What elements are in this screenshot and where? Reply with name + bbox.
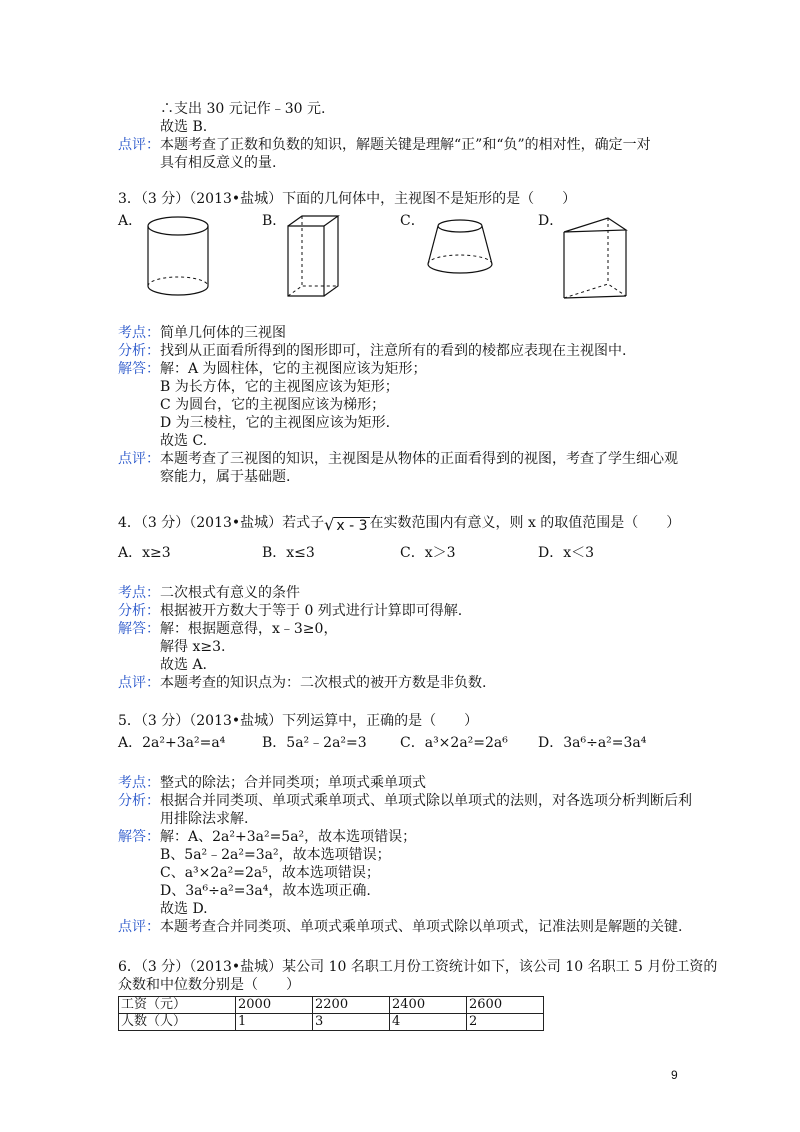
option-label: A． (118, 735, 143, 751)
q5-jieda-line: B、5a²﹣2a²=3a²，故本选项错误； (160, 847, 391, 863)
q4-stem (118, 514, 680, 535)
jieda-tag: 解答： (118, 621, 160, 637)
option-label: D． (538, 735, 564, 751)
table-row (119, 1014, 544, 1031)
fenxi-text: 根据被开方数大于等于 0 列式进行计算即可得解. (160, 603, 463, 619)
option-label: B． (262, 735, 287, 751)
jieda-tag: 解答： (118, 829, 160, 845)
q5-kaodian (118, 774, 426, 792)
kaodian-text: 二次根式有意义的条件 (160, 585, 300, 601)
table-cell: 人数（人） (119, 1014, 236, 1031)
table-cell: 2 (467, 1014, 544, 1031)
q5-option-a (118, 734, 225, 752)
q3-dianping-2: 察能力，属于基础题. (160, 469, 291, 485)
table-cell: 2600 (467, 997, 544, 1014)
dianping-tag: 点评： (118, 919, 160, 935)
comment-text: 本题考查了正数和负数的知识，解题关键是理解“正”和“负”的相对性，确定一对 (160, 137, 651, 153)
q6-stem-2: 众数和中位数分别是（ ） (118, 977, 300, 993)
q4-kaodian (118, 584, 300, 602)
q3-option-d: D． (538, 213, 564, 229)
radical-sign-icon: √ (324, 515, 335, 534)
q3-jieda-line: D 为三棱柱，它的主视图应该为矩形. (160, 415, 391, 431)
q4-option-a: A．x≥3 (118, 545, 171, 561)
q3-fenxi (118, 342, 626, 360)
table-cell: 2000 (236, 997, 313, 1014)
table-cell: 2400 (390, 997, 467, 1014)
fenxi-tag: 分析： (118, 603, 160, 619)
frustum-figure (424, 212, 496, 284)
jieda-line: 解：A 为圆柱体，它的主视图应该为矩形； (160, 361, 427, 377)
kaodian-text: 简单几何体的三视图 (160, 325, 286, 341)
q4-stem-pre: 4．（3 分）（2013•盐城）若式子 (118, 515, 325, 531)
q5-option-c (400, 734, 508, 752)
wage-table (118, 996, 544, 1031)
q4-dianping (118, 674, 486, 692)
q5-dianping (118, 918, 682, 936)
prev-line-1: ∴支出 30 元记作﹣30 元. (160, 101, 326, 117)
q5-jieda-line: D、3a⁶÷a²=3a⁴，故本选项正确. (160, 883, 371, 899)
prev-comment-2: 具有相反意义的量. (160, 155, 277, 171)
q4-fenxi (118, 602, 462, 620)
dianping-text: 本题考查了三视图的知识，主视图是从物体的正面看得到的视图，考查了学生细心观 (160, 451, 678, 467)
q5-jieda-line: 故选 D. (160, 901, 208, 917)
option-label: C． (400, 735, 425, 751)
q4-option-b: B．x≤3 (262, 545, 315, 561)
jieda-line: 解：根据题意得，x﹣3≥0， (160, 621, 338, 637)
q4-jieda-line: 解得 x≥3. (160, 639, 226, 655)
option-expr: a³×2a²=2a⁶ (424, 735, 508, 751)
table-cell: 工资（元） (119, 997, 236, 1014)
kaodian-tag: 考点： (118, 775, 160, 791)
q5-fenxi-2: 用排除法求解. (160, 811, 249, 827)
table-cell: 4 (390, 1014, 467, 1031)
q4-stem-post: 在实数范围内有意义，则 x 的取值范围是（ ） (369, 515, 681, 531)
q3-option-b: B． (262, 213, 287, 229)
q6-stem: 6．（3 分）（2013•盐城）某公司 10 名职工月份工资统计如下，该公司 10 名职工 5 月份工资的 (118, 959, 718, 975)
q3-dianping (118, 450, 678, 468)
q4-option-c: C．x＞3 (400, 545, 456, 561)
q3-option-c: C． (400, 213, 425, 229)
q3-jieda (118, 360, 427, 378)
q5-stem: 5．（3 分）（2013•盐城）下列运算中，正确的是（ ） (118, 713, 479, 729)
comment-tag: 点评： (118, 137, 160, 153)
q3-stem: 3．（3 分）（2013•盐城）下面的几何体中，主视图不是矩形的是（ ） (118, 191, 577, 207)
jieda-tag: 解答： (118, 361, 160, 377)
q5-fenxi (118, 792, 692, 810)
q3-kaodian (118, 324, 286, 342)
q3-option-a: A． (118, 213, 143, 229)
q5-option-b (262, 734, 367, 752)
table-cell: 3 (313, 1014, 390, 1031)
jieda-line: 解：A、2a²+3a²=5a²，故本选项错误； (160, 829, 417, 845)
q3-jieda-line: 故选 C. (160, 433, 208, 449)
table-cell: 2200 (313, 997, 390, 1014)
fenxi-text: 找到从正面看所得到的图形即可，注意所有的看到的棱都应表现在主视图中. (160, 343, 627, 359)
option-expr: 2a²+3a²=a⁴ (142, 735, 226, 751)
fenxi-tag: 分析： (118, 343, 160, 359)
q3-jieda-line: B 为长方体，它的主视图应该为矩形； (160, 379, 399, 395)
prev-line-2: 故选 B. (160, 119, 208, 135)
table-cell: 1 (236, 1014, 313, 1031)
prev-comment (118, 136, 651, 154)
option-expr: 3a⁶÷a²=3a⁴ (563, 735, 647, 751)
q4-jieda (118, 620, 337, 638)
option-expr: 5a²﹣2a²=3 (286, 735, 367, 751)
cuboid-figure (284, 212, 344, 300)
q4-jieda-line: 故选 A. (160, 657, 208, 673)
cylinder-figure (144, 212, 212, 300)
kaodian-text: 整式的除法；合并同类项；单项式乘单项式 (160, 775, 426, 791)
dianping-tag: 点评： (118, 451, 160, 467)
fenxi-tag: 分析： (118, 793, 160, 809)
dianping-tag: 点评： (118, 675, 160, 691)
table-row (119, 997, 544, 1014)
q5-jieda-line: C、a³×2a²=2a⁵，故本选项错误； (160, 865, 380, 881)
q5-option-d (538, 734, 646, 752)
q5-jieda (118, 828, 416, 846)
q3-jieda-line: C 为圆台，它的主视图应该为梯形； (160, 397, 386, 413)
dianping-text: 本题考查的知识点为：二次根式的被开方数是非负数. (160, 675, 487, 691)
radicand: x - 3 (336, 518, 368, 534)
fenxi-text: 根据合并同类项、单项式乘单项式、单项式除以单项式的法则，对各选项分析判断后利 (160, 793, 692, 809)
kaodian-tag: 考点： (118, 585, 160, 601)
square-root (324, 516, 369, 535)
triangular-prism-figure (560, 210, 632, 304)
dianping-text: 本题考查合并同类项、单项式乘单项式、单项式除以单项式，记准法则是解题的关键. (160, 919, 683, 935)
page-number: 9 (671, 1068, 678, 1082)
kaodian-tag: 考点： (118, 325, 160, 341)
q4-option-d: D．x＜3 (538, 545, 595, 561)
